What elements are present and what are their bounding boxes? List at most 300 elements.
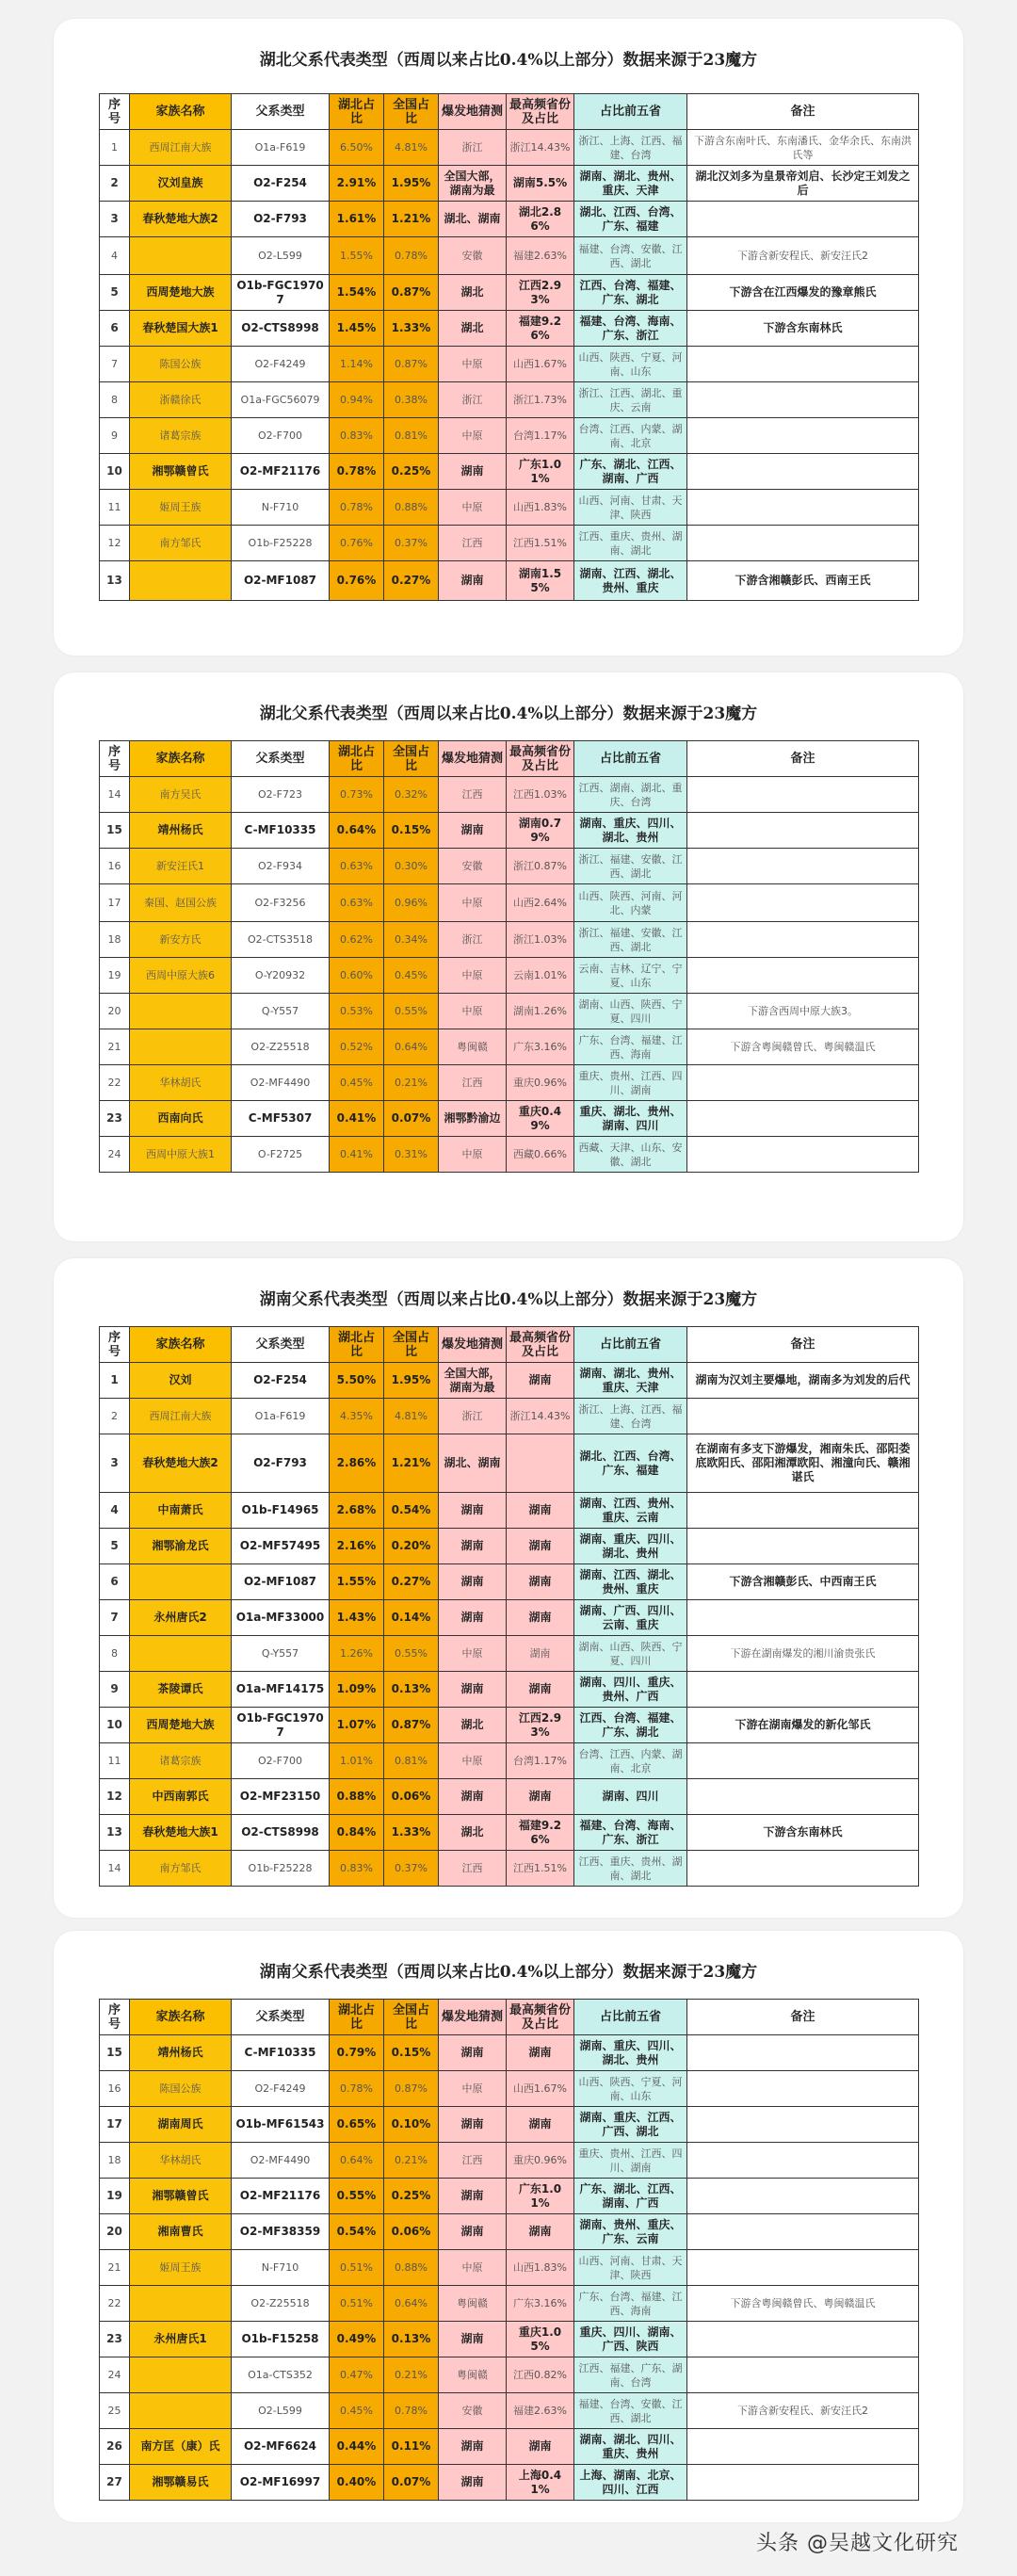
cell-no: 14 xyxy=(100,777,130,813)
cell-family-name xyxy=(130,1029,232,1065)
cell-top5-provinces: 山西、陕西、宁夏、河南、山东 xyxy=(574,347,687,382)
cell-no: 23 xyxy=(100,2322,130,2357)
cell-remarks: 下游含湘赣彭氏、西南王氏 xyxy=(687,561,919,601)
cell-regional-share: 0.64% xyxy=(330,2143,384,2179)
table-row xyxy=(100,922,919,958)
cell-paternal-type: C-MF5307 xyxy=(232,1101,330,1137)
cell-no: 19 xyxy=(100,958,130,994)
cell-origin-guess: 湖北 xyxy=(439,311,507,347)
cell-top5-provinces: 浙江、上海、江西、福建、台湾 xyxy=(574,1399,687,1434)
cell-family-name: 秦国、赵国公族 xyxy=(130,884,232,922)
cell-no: 4 xyxy=(100,237,130,275)
cell-top-province: 湖南1.55% xyxy=(507,561,574,601)
cell-national-share: 0.81% xyxy=(384,1743,439,1779)
cell-top5-provinces: 江西、重庆、贵州、湖南、湖北 xyxy=(574,1851,687,1887)
cell-top5-provinces: 重庆、贵州、江西、四川、湖南 xyxy=(574,2143,687,2179)
cell-remarks xyxy=(687,490,919,526)
cell-origin-guess: 湖南 xyxy=(439,1529,507,1564)
cell-regional-share: 0.78% xyxy=(330,454,384,490)
cell-origin-guess: 湖南 xyxy=(439,2179,507,2214)
cell-regional-share: 2.16% xyxy=(330,1529,384,1564)
header-paternal-type: 父系类型 xyxy=(232,2000,330,2035)
header-no: 序号 xyxy=(100,1327,130,1363)
cell-top5-provinces: 台湾、江西、内蒙、湖南、北京 xyxy=(574,418,687,454)
cell-paternal-type: O2-F934 xyxy=(232,849,330,884)
table-row xyxy=(100,2250,919,2286)
cell-family-name: 湘南曹氏 xyxy=(130,2214,232,2250)
cell-origin-guess: 湖南 xyxy=(439,2214,507,2250)
table-row xyxy=(100,418,919,454)
table-row xyxy=(100,1564,919,1600)
cell-paternal-type: O2-F700 xyxy=(232,418,330,454)
cell-regional-share: 1.43% xyxy=(330,1600,384,1636)
cell-national-share: 0.15% xyxy=(384,813,439,849)
cell-remarks xyxy=(687,202,919,237)
cell-remarks: 湖北汉刘多为皇景帝刘启、长沙定王刘发之后 xyxy=(687,166,919,202)
cell-remarks: 下游含东南林氏 xyxy=(687,1815,919,1851)
cell-no: 13 xyxy=(100,1815,130,1851)
cell-top-province: 西藏0.66% xyxy=(507,1137,574,1173)
cell-regional-share: 0.55% xyxy=(330,2179,384,2214)
cell-paternal-type: O2-F4249 xyxy=(232,2071,330,2107)
cell-top-province: 江西0.82% xyxy=(507,2357,574,2393)
cell-top-province: 湖南 xyxy=(507,2429,574,2465)
cell-national-share: 0.34% xyxy=(384,922,439,958)
cell-regional-share: 1.01% xyxy=(330,1743,384,1779)
cell-remarks: 下游在湖南爆发的新化邹氏 xyxy=(687,1708,919,1743)
cell-origin-guess: 全国大部，湖南为最 xyxy=(439,1363,507,1399)
cell-national-share: 0.87% xyxy=(384,347,439,382)
cell-remarks xyxy=(687,2107,919,2143)
cell-national-share: 0.55% xyxy=(384,994,439,1029)
cell-top5-provinces: 湖南、江西、贵州、重庆、云南 xyxy=(574,1493,687,1529)
table-row xyxy=(100,1529,919,1564)
cell-remarks: 下游在湖南爆发的湘川渝贵张氏 xyxy=(687,1636,919,1672)
cell-top5-provinces: 福建、台湾、安徽、江西、湖北 xyxy=(574,2393,687,2429)
cell-regional-share: 0.78% xyxy=(330,490,384,526)
cell-origin-guess: 湖南 xyxy=(439,561,507,601)
header-family-name: 家族名称 xyxy=(130,2000,232,2035)
header-row xyxy=(100,94,919,130)
cell-regional-share: 0.41% xyxy=(330,1101,384,1137)
cell-regional-share: 0.45% xyxy=(330,2393,384,2429)
cell-national-share: 0.21% xyxy=(384,2357,439,2393)
cell-no: 14 xyxy=(100,1851,130,1887)
cell-top5-provinces: 广东、湖北、江西、湖南、广西 xyxy=(574,454,687,490)
header-top-province: 最高频省份及占比 xyxy=(507,2000,574,2035)
header-origin-guess: 爆发地猜测 xyxy=(439,2000,507,2035)
cell-national-share: 0.20% xyxy=(384,1529,439,1564)
cell-family-name: 南方邹氏 xyxy=(130,526,232,561)
cell-top5-provinces: 福建、台湾、海南、广东、浙江 xyxy=(574,311,687,347)
cell-family-name: 诸葛宗族 xyxy=(130,418,232,454)
cell-regional-share: 0.52% xyxy=(330,1029,384,1065)
cell-regional-share: 1.45% xyxy=(330,311,384,347)
cell-family-name xyxy=(130,994,232,1029)
cell-remarks: 湖南为汉刘主要爆地，湖南多为刘发的后代 xyxy=(687,1363,919,1399)
header-paternal-type: 父系类型 xyxy=(232,741,330,777)
cell-no: 20 xyxy=(100,994,130,1029)
cell-remarks xyxy=(687,347,919,382)
cell-top5-provinces: 湖南、重庆、四川、湖北、贵州 xyxy=(574,2035,687,2071)
cell-origin-guess: 江西 xyxy=(439,526,507,561)
cell-remarks: 在湖南有多支下游爆发，湘南朱氏、邵阳娄底欧阳氏、邵阳湘潭欧阳、湘潼向氏、赣湘谌氏 xyxy=(687,1434,919,1493)
cell-family-name xyxy=(130,1564,232,1600)
header-national-share: 全国占比 xyxy=(384,2000,439,2035)
cell-family-name: 陈国公族 xyxy=(130,347,232,382)
cell-top5-provinces: 湖南、重庆、四川、湖北、贵州 xyxy=(574,813,687,849)
cell-origin-guess: 中原 xyxy=(439,958,507,994)
cell-remarks: 下游含东南叶氏、东南潘氏、金华余氏、东南洪氏等 xyxy=(687,130,919,166)
cell-no: 17 xyxy=(100,884,130,922)
cell-origin-guess: 中原 xyxy=(439,1636,507,1672)
header-no: 序号 xyxy=(100,741,130,777)
cell-no: 7 xyxy=(100,347,130,382)
header-family-name: 家族名称 xyxy=(130,741,232,777)
cell-national-share: 0.27% xyxy=(384,561,439,601)
cell-top5-provinces: 湖南、重庆、江西、广西、湖北 xyxy=(574,2107,687,2143)
cell-family-name: 新安方氏 xyxy=(130,922,232,958)
table-row xyxy=(100,2393,919,2429)
cell-no: 24 xyxy=(100,1137,130,1173)
table-row xyxy=(100,202,919,237)
cell-no: 12 xyxy=(100,1779,130,1815)
cell-regional-share: 0.60% xyxy=(330,958,384,994)
cell-family-name: 陈国公族 xyxy=(130,2071,232,2107)
data-table xyxy=(99,1999,919,2501)
cell-regional-share: 0.84% xyxy=(330,1815,384,1851)
cell-national-share: 0.25% xyxy=(384,454,439,490)
cell-national-share: 0.64% xyxy=(384,2286,439,2322)
cell-paternal-type: O2-MF6624 xyxy=(232,2429,330,2465)
table-card-4 xyxy=(54,1931,963,2522)
cell-no: 8 xyxy=(100,382,130,418)
cell-paternal-type: O1b-F25228 xyxy=(232,1851,330,1887)
cell-family-name: 姬周王族 xyxy=(130,490,232,526)
cell-national-share: 0.38% xyxy=(384,382,439,418)
cell-no: 27 xyxy=(100,2465,130,2501)
cell-remarks xyxy=(687,1493,919,1529)
watermark: 头条 @吴越文化研究 xyxy=(756,2532,959,2555)
header-top5-provinces: 占比前五省 xyxy=(574,1327,687,1363)
cell-no: 25 xyxy=(100,2393,130,2429)
cell-family-name xyxy=(130,2357,232,2393)
cell-origin-guess: 中原 xyxy=(439,2071,507,2107)
cell-regional-share: 0.40% xyxy=(330,2465,384,2501)
cell-no: 20 xyxy=(100,2214,130,2250)
cell-top5-provinces: 湖南、贵州、重庆、广东、云南 xyxy=(574,2214,687,2250)
cell-national-share: 4.81% xyxy=(384,130,439,166)
cell-top-province: 浙江1.73% xyxy=(507,382,574,418)
cell-top5-provinces: 浙江、福建、安徽、江西、湖北 xyxy=(574,922,687,958)
cell-remarks xyxy=(687,1600,919,1636)
cell-top-province: 山西1.83% xyxy=(507,490,574,526)
cell-regional-share: 2.86% xyxy=(330,1434,384,1493)
header-regional-share: 湖北占比 xyxy=(330,2000,384,2035)
cell-national-share: 0.06% xyxy=(384,2214,439,2250)
cell-family-name: 靖州杨氏 xyxy=(130,813,232,849)
cell-top-province: 重庆0.96% xyxy=(507,2143,574,2179)
cell-top5-provinces: 湖南、重庆、四川、湖北、贵州 xyxy=(574,1529,687,1564)
cell-remarks xyxy=(687,1137,919,1173)
cell-paternal-type: O1a-FGC56079 xyxy=(232,382,330,418)
cell-top5-provinces: 山西、陕西、河南、河北、内蒙 xyxy=(574,884,687,922)
cell-origin-guess: 浙江 xyxy=(439,130,507,166)
cell-national-share: 0.54% xyxy=(384,1493,439,1529)
cell-top-province: 江西1.51% xyxy=(507,1851,574,1887)
cell-top-province: 广东1.01% xyxy=(507,2179,574,2214)
cell-origin-guess: 湖北 xyxy=(439,275,507,311)
cell-regional-share: 0.49% xyxy=(330,2322,384,2357)
cell-remarks xyxy=(687,2179,919,2214)
cell-regional-share: 2.68% xyxy=(330,1493,384,1529)
cell-top-province: 江西2.93% xyxy=(507,1708,574,1743)
cell-origin-guess: 湖南 xyxy=(439,454,507,490)
cell-paternal-type: O2-F793 xyxy=(232,202,330,237)
cell-remarks xyxy=(687,777,919,813)
table-title: 湖北父系代表类型（西周以来占比0.4%以上部分）数据来源于23魔方 xyxy=(259,51,758,70)
cell-top-province: 浙江14.43% xyxy=(507,1399,574,1434)
cell-paternal-type: O2-MF21176 xyxy=(232,2179,330,2214)
header-origin-guess: 爆发地猜测 xyxy=(439,741,507,777)
cell-no: 12 xyxy=(100,526,130,561)
cell-top-province: 湖南 xyxy=(507,1363,574,1399)
table-row xyxy=(100,561,919,601)
cell-remarks xyxy=(687,2250,919,2286)
cell-remarks xyxy=(687,2322,919,2357)
cell-paternal-type: O-F2725 xyxy=(232,1137,330,1173)
cell-origin-guess: 湖南 xyxy=(439,1779,507,1815)
cell-paternal-type: O2-F700 xyxy=(232,1743,330,1779)
cell-no: 9 xyxy=(100,1672,130,1708)
cell-national-share: 0.15% xyxy=(384,2035,439,2071)
cell-family-name: 湘鄂赣易氏 xyxy=(130,2465,232,2501)
cell-regional-share: 0.47% xyxy=(330,2357,384,2393)
table-card-3 xyxy=(54,1258,963,1918)
table-row xyxy=(100,1600,919,1636)
cell-top5-provinces: 湖南、湖北、贵州、重庆、天津 xyxy=(574,1363,687,1399)
cell-top5-provinces: 重庆、湖北、贵州、湖南、四川 xyxy=(574,1101,687,1137)
cell-paternal-type: O1a-MF33000 xyxy=(232,1600,330,1636)
cell-remarks xyxy=(687,2214,919,2250)
cell-top-province: 浙江14.43% xyxy=(507,130,574,166)
header-no: 序号 xyxy=(100,94,130,130)
cell-paternal-type: O2-CTS3518 xyxy=(232,922,330,958)
cell-top-province: 重庆0.49% xyxy=(507,1101,574,1137)
cell-origin-guess: 安徽 xyxy=(439,849,507,884)
cell-family-name: 西周中原大族1 xyxy=(130,1137,232,1173)
cell-family-name: 中西南郭氏 xyxy=(130,1779,232,1815)
table-row xyxy=(100,2071,919,2107)
cell-origin-guess: 湖南 xyxy=(439,1564,507,1600)
table-row xyxy=(100,1672,919,1708)
table-row xyxy=(100,1101,919,1137)
cell-top5-provinces: 湖南、湖北、贵州、重庆、天津 xyxy=(574,166,687,202)
cell-regional-share: 0.94% xyxy=(330,382,384,418)
cell-national-share: 0.96% xyxy=(384,884,439,922)
cell-top-province: 福建2.63% xyxy=(507,237,574,275)
cell-origin-guess: 湖南 xyxy=(439,813,507,849)
cell-remarks xyxy=(687,1065,919,1101)
table-row xyxy=(100,2465,919,2501)
cell-national-share: 0.13% xyxy=(384,1672,439,1708)
cell-regional-share: 0.83% xyxy=(330,1851,384,1887)
cell-no: 11 xyxy=(100,1743,130,1779)
cell-origin-guess: 湖北、湖南 xyxy=(439,202,507,237)
cell-origin-guess: 中原 xyxy=(439,418,507,454)
table-row xyxy=(100,1851,919,1887)
cell-top-province: 重庆0.96% xyxy=(507,1065,574,1101)
cell-top5-provinces: 福建、台湾、海南、广东、浙江 xyxy=(574,1815,687,1851)
cell-top-province: 湖南 xyxy=(507,1493,574,1529)
cell-top5-provinces: 江西、重庆、贵州、湖南、湖北 xyxy=(574,526,687,561)
cell-national-share: 0.25% xyxy=(384,2179,439,2214)
cell-top-province: 重庆1.05% xyxy=(507,2322,574,2357)
cell-family-name: 诸葛宗族 xyxy=(130,1743,232,1779)
header-no: 序号 xyxy=(100,2000,130,2035)
cell-remarks xyxy=(687,922,919,958)
cell-top5-provinces: 浙江、上海、江西、福建、台湾 xyxy=(574,130,687,166)
cell-remarks xyxy=(687,1779,919,1815)
cell-paternal-type: O2-F254 xyxy=(232,1363,330,1399)
header-top5-provinces: 占比前五省 xyxy=(574,94,687,130)
cell-paternal-type: N-F710 xyxy=(232,2250,330,2286)
cell-no: 5 xyxy=(100,275,130,311)
cell-regional-share: 1.26% xyxy=(330,1636,384,1672)
cell-paternal-type: C-MF10335 xyxy=(232,813,330,849)
table-row xyxy=(100,1399,919,1434)
cell-regional-share: 0.65% xyxy=(330,2107,384,2143)
cell-top5-provinces: 湖北、江西、台湾、广东、福建 xyxy=(574,202,687,237)
cell-paternal-type: O1b-F14965 xyxy=(232,1493,330,1529)
cell-national-share: 0.78% xyxy=(384,2393,439,2429)
cell-remarks xyxy=(687,1529,919,1564)
cell-regional-share: 0.79% xyxy=(330,2035,384,2071)
header-regional-share: 湖北占比 xyxy=(330,94,384,130)
cell-remarks: 下游含东南林氏 xyxy=(687,311,919,347)
header-family-name: 家族名称 xyxy=(130,1327,232,1363)
cell-top-province: 湖南 xyxy=(507,2107,574,2143)
cell-origin-guess: 中原 xyxy=(439,1137,507,1173)
cell-no: 21 xyxy=(100,1029,130,1065)
cell-family-name: 华林胡氏 xyxy=(130,2143,232,2179)
cell-remarks xyxy=(687,2357,919,2393)
cell-remarks xyxy=(687,1672,919,1708)
cell-top5-provinces: 上海、湖南、北京、四川、江西 xyxy=(574,2465,687,2501)
cell-national-share: 0.37% xyxy=(384,526,439,561)
cell-no: 10 xyxy=(100,454,130,490)
cell-no: 22 xyxy=(100,2286,130,2322)
cell-origin-guess: 江西 xyxy=(439,777,507,813)
cell-regional-share: 0.51% xyxy=(330,2250,384,2286)
table-row xyxy=(100,1065,919,1101)
cell-regional-share: 0.78% xyxy=(330,2071,384,2107)
cell-family-name: 湘鄂渝龙氏 xyxy=(130,1529,232,1564)
cell-family-name: 汉刘皇族 xyxy=(130,166,232,202)
cell-no: 1 xyxy=(100,1363,130,1399)
cell-national-share: 0.13% xyxy=(384,2322,439,2357)
cell-regional-share: 1.55% xyxy=(330,1564,384,1600)
cell-top5-provinces: 山西、河南、甘肃、天津、陕西 xyxy=(574,490,687,526)
cell-paternal-type: O2-F4249 xyxy=(232,347,330,382)
cell-national-share: 0.27% xyxy=(384,1564,439,1600)
cell-top-province: 云南1.01% xyxy=(507,958,574,994)
cell-remarks xyxy=(687,2429,919,2465)
cell-no: 11 xyxy=(100,490,130,526)
cell-national-share: 0.88% xyxy=(384,2250,439,2286)
cell-top5-provinces: 湖南、江西、湖北、贵州、重庆 xyxy=(574,1564,687,1600)
cell-top-province: 湖南1.26% xyxy=(507,994,574,1029)
cell-remarks xyxy=(687,454,919,490)
cell-origin-guess: 中原 xyxy=(439,347,507,382)
cell-remarks: 下游含粤闽赣曾氏、粤闽赣温氏 xyxy=(687,2286,919,2322)
cell-family-name: 汉刘 xyxy=(130,1363,232,1399)
table-row xyxy=(100,382,919,418)
cell-regional-share: 0.88% xyxy=(330,1779,384,1815)
cell-top5-provinces: 江西、湖南、湖北、重庆、台湾 xyxy=(574,777,687,813)
cell-top5-provinces: 湖南、山西、陕西、宁夏、四川 xyxy=(574,994,687,1029)
cell-no: 3 xyxy=(100,202,130,237)
cell-national-share: 0.88% xyxy=(384,490,439,526)
cell-origin-guess: 粤闽赣 xyxy=(439,1029,507,1065)
cell-paternal-type: O2-MF57495 xyxy=(232,1529,330,1564)
cell-regional-share: 0.62% xyxy=(330,922,384,958)
cell-top5-provinces: 山西、河南、甘肃、天津、陕西 xyxy=(574,2250,687,2286)
cell-top5-provinces: 湖北、江西、台湾、广东、福建 xyxy=(574,1434,687,1493)
header-remarks: 备注 xyxy=(687,2000,919,2035)
cell-no: 2 xyxy=(100,1399,130,1434)
table-row xyxy=(100,2214,919,2250)
cell-national-share: 1.33% xyxy=(384,1815,439,1851)
cell-origin-guess: 湖南 xyxy=(439,1493,507,1529)
cell-paternal-type: O2-MF1087 xyxy=(232,1564,330,1600)
cell-regional-share: 2.91% xyxy=(330,166,384,202)
cell-remarks xyxy=(687,2071,919,2107)
cell-origin-guess: 中原 xyxy=(439,994,507,1029)
table-title: 湖南父系代表类型（西周以来占比0.4%以上部分）数据来源于23魔方 xyxy=(259,1290,758,1309)
cell-remarks: 下游含粤闽赣曾氏、粤闽赣温氏 xyxy=(687,1029,919,1065)
table-row xyxy=(100,166,919,202)
table-row xyxy=(100,2143,919,2179)
table-row xyxy=(100,884,919,922)
cell-top-province: 福建2.63% xyxy=(507,2393,574,2429)
cell-regional-share: 0.51% xyxy=(330,2286,384,2322)
cell-no: 24 xyxy=(100,2357,130,2393)
cell-family-name: 西周楚地大族 xyxy=(130,1708,232,1743)
cell-national-share: 1.95% xyxy=(384,1363,439,1399)
header-regional-share: 湖北占比 xyxy=(330,1327,384,1363)
table-row xyxy=(100,2357,919,2393)
cell-remarks: 下游含湘赣彭氏、中西南王氏 xyxy=(687,1564,919,1600)
table-row xyxy=(100,2429,919,2465)
cell-top-province: 上海0.41% xyxy=(507,2465,574,2501)
header-row xyxy=(100,1327,919,1363)
cell-top-province: 湖南5.5% xyxy=(507,166,574,202)
cell-no: 16 xyxy=(100,2071,130,2107)
cell-origin-guess: 全国大部，湖南为最 xyxy=(439,166,507,202)
cell-top-province: 广东3.16% xyxy=(507,2286,574,2322)
cell-top5-provinces: 台湾、江西、内蒙、湖南、北京 xyxy=(574,1743,687,1779)
cell-family-name: 湘鄂赣曾氏 xyxy=(130,454,232,490)
cell-no: 17 xyxy=(100,2107,130,2143)
cell-top-province: 山西2.64% xyxy=(507,884,574,922)
header-top5-provinces: 占比前五省 xyxy=(574,2000,687,2035)
table-card-2 xyxy=(54,672,963,1241)
table-row xyxy=(100,275,919,311)
cell-national-share: 0.30% xyxy=(384,849,439,884)
header-remarks: 备注 xyxy=(687,1327,919,1363)
cell-origin-guess: 粤闽赣 xyxy=(439,2357,507,2393)
